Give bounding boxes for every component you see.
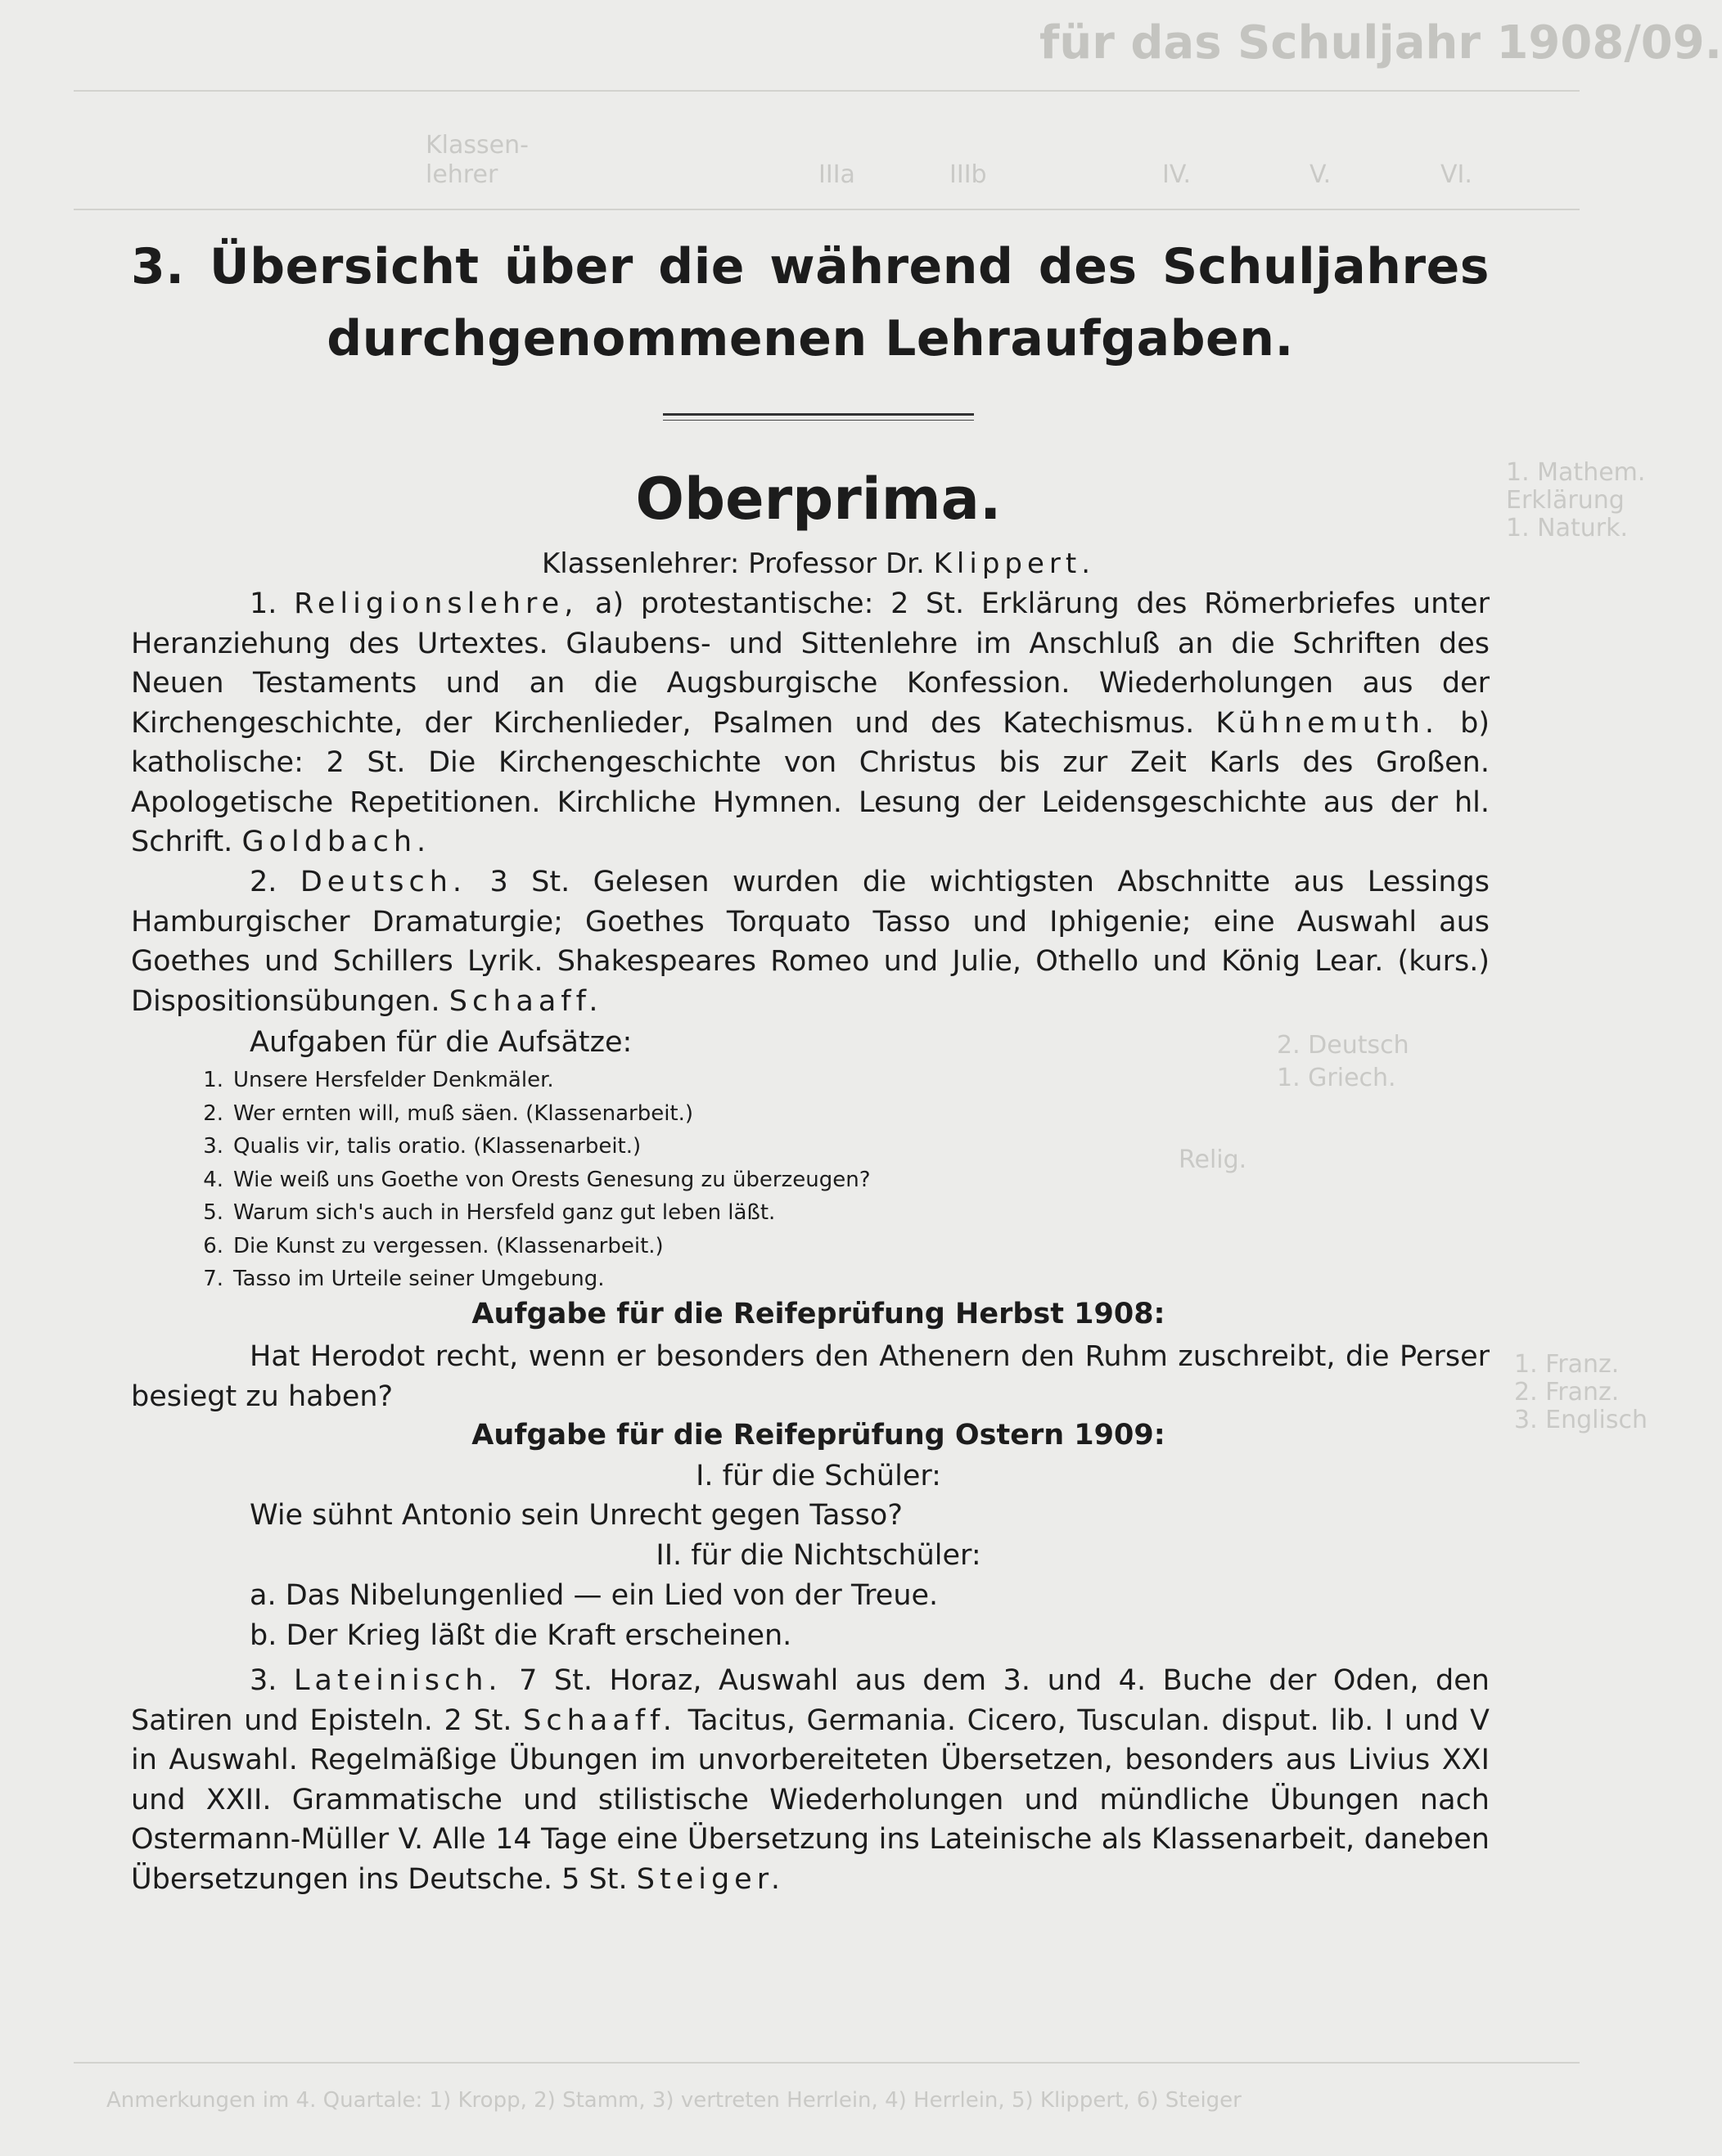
section-divider-thin <box>663 420 974 421</box>
bleed-note: 1. Griech. <box>1277 1064 1396 1092</box>
deutsch-teacher: Schaaff. <box>449 984 603 1018</box>
bleed-note: 1. Franz. <box>1514 1350 1620 1379</box>
list-item: 2. Wer ernten will, muß säen. (Klassenarbeit.) <box>203 1101 694 1126</box>
bleed-col-header: V. <box>1310 160 1332 189</box>
bleed-note: 1. Naturk. <box>1506 514 1629 542</box>
religion-subject: Religionslehre, <box>294 587 579 620</box>
bleed-note: Relig. <box>1179 1146 1247 1174</box>
deutsch-text: 3 St. Gelesen wurden die wichtigsten Abschnitte aus Lessings Hamburgischer Dramaturgie; Goethes Torquato Tasso und Iphigenie; eine Auswahl aus Goethes und Schillers Lyrik. Shakespeares Romeo und Julie, Othello und König Lear. (kurs.) Dispositionsübungen. <box>131 866 1490 1018</box>
latein-text-1: 7 St. Horaz, Auswahl aus dem 3. und 4. Buche der Oden, den Satiren und Episteln. 2 St. <box>131 1664 1490 1737</box>
bleed-note: 2. Franz. <box>1514 1378 1620 1407</box>
list-item: 3. Qualis vir, talis oratio. (Klassenarbeit.) <box>203 1134 642 1159</box>
nonstudents-label: II. für die Nichtschüler: <box>656 1539 981 1572</box>
page-heading <box>131 231 1490 375</box>
bleed-note: 1. Mathem. <box>1506 458 1646 487</box>
heading-line-1: 3. Übersicht über die während des Schuljahres <box>131 238 1490 295</box>
religion-teacher-b: Goldbach. <box>241 826 431 858</box>
bleed-col-header: lehrer <box>426 160 498 189</box>
class-teacher <box>0 545 1637 583</box>
bleed-footnote: Anmerkungen im 4. Quartale: 1) Kropp, 2) Stamm, 3) vertreten Herrlein, 4) Herrlein, 5) Klippert, 6) Steiger <box>106 2088 1242 2113</box>
class-title: Oberprima. <box>635 466 1002 533</box>
bleed-col-header: IIIa <box>818 160 855 189</box>
list-item: 4. Wie weiß uns Goethe von Orests Genesung zu überzeugen? <box>203 1167 871 1192</box>
bleed-note: 2. Deutsch <box>1277 1031 1409 1060</box>
exam-easter-title: Aufgabe für die Reifeprüfung Ostern 1909: <box>471 1419 1165 1452</box>
bleed-col-header: VI. <box>1440 160 1472 189</box>
nonstudents-topic-b: b. Der Krieg läßt die Kraft erscheinen. <box>250 1619 792 1652</box>
bleed-col-header: IIIb <box>949 160 987 189</box>
religion-teacher-a: Kühnemuth. <box>1215 706 1439 740</box>
deutsch-paragraph <box>131 862 1490 1021</box>
latein-paragraph <box>131 1661 1490 1899</box>
deutsch-subject: Deutsch. <box>300 866 467 898</box>
bleed-rule-bottom <box>74 2062 1580 2064</box>
religion-number: 1. <box>250 587 277 620</box>
essays-label: Aufgaben für die Aufsätze: <box>250 1026 633 1059</box>
exam-autumn-title: Aufgabe für die Reifeprüfung Herbst 1908: <box>471 1298 1165 1330</box>
religion-paragraph <box>131 584 1490 862</box>
class-teacher-label: Klassenlehrer: Professor Dr. <box>541 547 925 580</box>
list-item: 5. Warum sich's auch in Hersfeld ganz gut leben läßt. <box>203 1200 776 1225</box>
latein-teacher-2: Steiger. <box>636 1862 785 1896</box>
exam-autumn-text: Hat Herodot recht, wenn er besonders den Athenern den Ruhm zuschreibt, die Perser besiegt zu haben? <box>131 1340 1490 1413</box>
list-item: 6. Die Kunst zu vergessen. (Klassenarbeit.) <box>203 1233 664 1258</box>
latein-text-2: Tacitus, Germania. Cicero, Tusculan. disput. lib. I und V in Auswahl. Regelmäßige Übungen im unvorbereiteten Übersetzen, besonders aus Livius XXI und XXII. Grammatische und stilistische Wiederholungen und mündliche Übungen nach Ostermann-Müller V. Alle 14 Tage eine Übersetzung ins Lateinische als Klassenarbeit, daneben Übersetzungen ins Deutsche. 5 St. <box>131 1704 1490 1896</box>
bleed-col-header: IV. <box>1162 160 1192 189</box>
class-teacher-name: Klippert. <box>933 547 1096 580</box>
list-item: 7. Tasso im Urteile seiner Umgebung. <box>203 1267 605 1291</box>
section-divider <box>663 413 974 416</box>
latein-teacher-1: Schaaff. <box>523 1704 677 1737</box>
religion-text-b: b) katholische: 2 St. Die Kirchengeschichte von Christus bis zur Zeit Karls des Großen. Apologetische Repetitionen. Kirchliche Hymnen. Lesung der Leidensgeschichte aus der hl. Schrift. <box>131 706 1490 858</box>
bleed-rule-header <box>74 209 1580 210</box>
bleed-rule-top <box>74 90 1580 92</box>
list-item: 1. Unsere Hersfelder Denkmäler. <box>203 1068 554 1092</box>
students-label: I. für die Schüler: <box>696 1460 941 1492</box>
nonstudents-topic-a: a. Das Nibelungenlied — ein Lied von der Treue. <box>250 1579 939 1612</box>
religion-text-a: a) protestantische: 2 St. Erklärung des Römerbriefes unter Heranziehung des Urtextes. Glaubens- und Sittenlehre im Anschluß an die Schriften des Neuen Testaments und an die Augsburgische Konfession. Wiederholungen aus der Kirchengeschichte, der Kirchenlieder, Psalmen und des Katechismus. <box>131 587 1490 740</box>
bleed-title: für das Schuljahr 1908/09. <box>1039 16 1722 70</box>
bleed-col-header: Klassen- <box>426 131 529 160</box>
latein-subject: Lateinisch. <box>293 1664 503 1697</box>
students-topic: Wie sühnt Antonio sein Unrecht gegen Tasso? <box>250 1499 903 1532</box>
essay-list <box>184 1064 1248 1296</box>
deutsch-number: 2. <box>250 866 277 898</box>
bleed-note: Erklärung <box>1506 486 1625 515</box>
heading-line-2: durchgenommenen Lehraufgaben. <box>327 310 1294 367</box>
latein-number: 3. <box>250 1664 277 1697</box>
bleed-note: 3. Englisch <box>1514 1406 1648 1434</box>
